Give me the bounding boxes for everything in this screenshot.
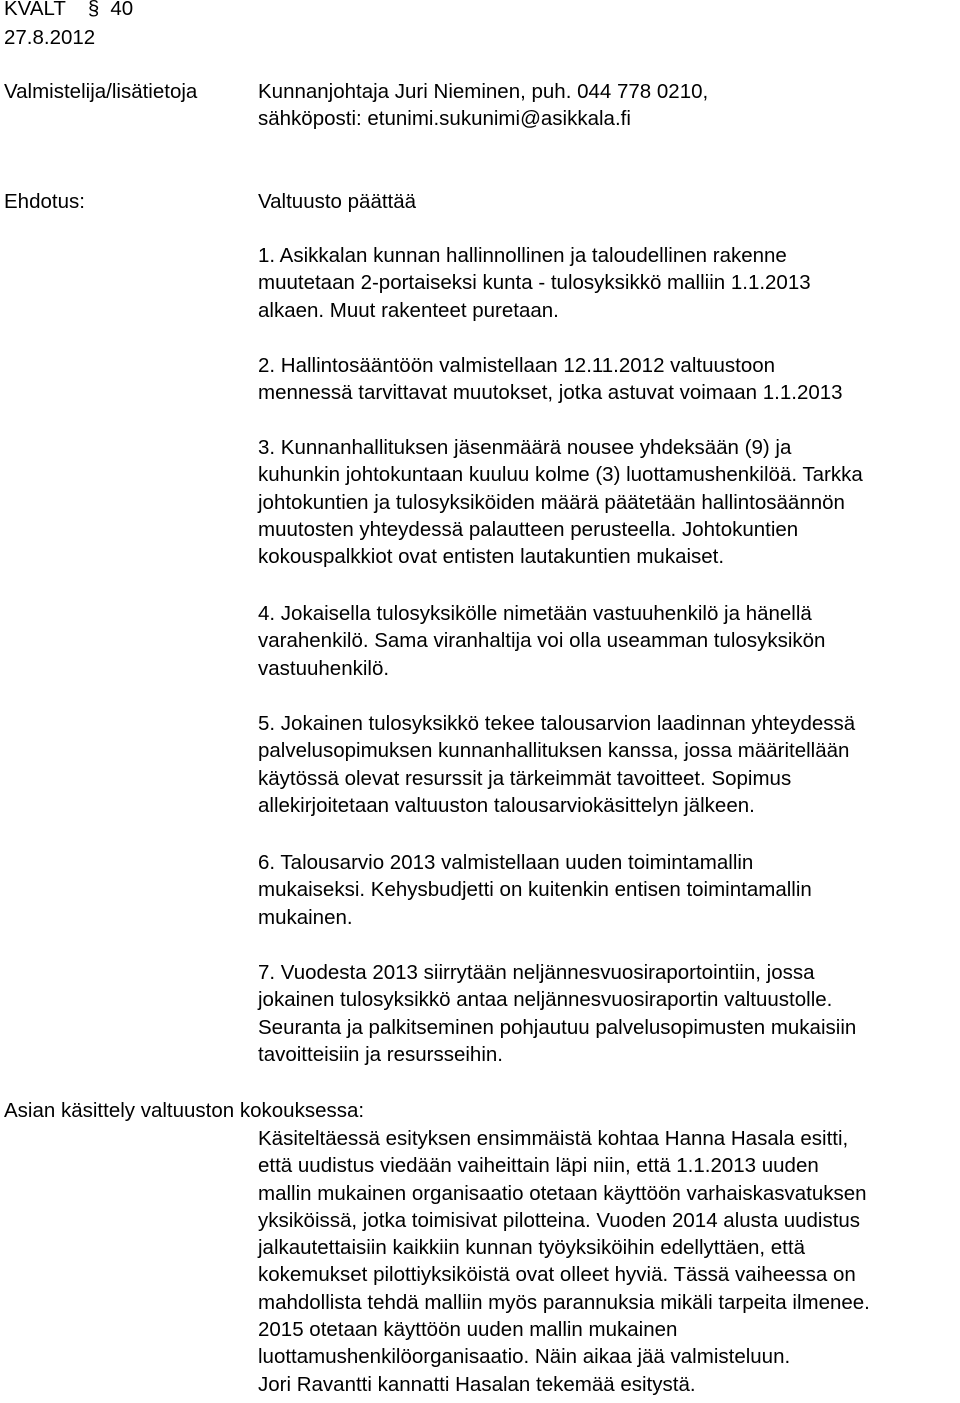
- item-line: kokouspalkkiot ovat entisten lautakuntien mukaiset.: [258, 545, 725, 569]
- minutes-line: mallin mukainen organisaatio otetaan käyttöön varhaiskasvatuksen: [258, 1181, 867, 1205]
- item-line: tavoitteisiin ja resursseihin.: [258, 1042, 503, 1066]
- item-line: alkaen. Muut rakenteet puretaan.: [258, 298, 559, 322]
- minutes-line: että uudistus viedään vaiheittain läpi niin, että 1.1.2013 uuden: [258, 1154, 819, 1178]
- item-line: 6. Talousarvio 2013 valmistellaan uuden toimintamallin: [258, 851, 754, 874]
- section-number: 40: [110, 0, 134, 20]
- item-line: käytössä olevat resurssit ja tärkeimmät tavoitteet. Sopimus: [258, 766, 792, 790]
- minutes-line: kokemukset pilottiyksiköistä ovat olleet hyviä. Tässä vaiheessa on: [258, 1263, 856, 1287]
- proposal-label: Ehdotus:: [4, 190, 85, 213]
- item-line: allekirjoitetaan valtuuston talousarviokäsittelyn jälkeen.: [258, 793, 755, 817]
- item-line: Seuranta ja palkitseminen pohjautuu palvelusopimusten mukaisiin: [258, 1015, 857, 1039]
- org-code: KVALT: [4, 0, 66, 20]
- item-line: kuhunkin johtokuntaan kuuluu kolme (3) luottamushenkilöä. Tarkka: [258, 463, 863, 487]
- proposal-item-2: [258, 352, 958, 407]
- item-line: 7. Vuodesta 2013 siirrytään neljännesvuosiraportointiin, jossa: [258, 961, 815, 984]
- proposal-item-5: [258, 710, 958, 819]
- preparer-line: Kunnanjohtaja Juri Nieminen, puh. 044 778 0210,: [258, 80, 709, 103]
- item-line: 5. Jokainen tulosyksikkö tekee talousarvion laadinnan yhteydessä: [258, 712, 856, 735]
- item-line: mukaiseksi. Kehysbudjetti on kuitenkin entisen toimintamallin: [258, 878, 812, 902]
- item-line: 1. Asikkalan kunnan hallinnollinen ja taloudellinen rakenne: [258, 244, 787, 267]
- item-line: johtokuntien ja tulosyksiköiden määrä päätetään hallintosäännön: [258, 490, 845, 514]
- header-org-line: [4, 0, 133, 23]
- proposal-item-3: [258, 434, 958, 570]
- minutes-line: mahdollista tehdä malliin myös parannuksia mikäli tarpeita ilmenee.: [258, 1290, 870, 1314]
- minutes-line: luottamushenkilöorganisaatio. Näin aikaa jää valmisteluun.: [258, 1345, 791, 1369]
- council-label: Asian käsittely valtuuston kokouksessa:: [4, 1099, 365, 1122]
- minutes-line: 2015 otetaan käyttöön uuden mallin mukainen: [258, 1318, 678, 1342]
- section-symbol: §: [87, 0, 100, 20]
- preparer-label: Valmistelija/lisätietoja: [4, 80, 198, 103]
- item-line: 3. Kunnanhallituksen jäsenmäärä nousee yhdeksään (9) ja: [258, 436, 792, 459]
- item-line: jokainen tulosyksikkö antaa neljännesvuosiraportin valtuustolle.: [258, 988, 833, 1012]
- item-line: varahenkilö. Sama viranhaltija voi olla useamman tulosyksikön: [258, 629, 826, 653]
- proposal-item-7: [258, 959, 958, 1068]
- proposal-item-6: [258, 849, 958, 931]
- item-line: palvelusopimuksen kunnanhallituksen kanssa, jossa määritellään: [258, 739, 850, 763]
- council-minutes: [258, 1125, 958, 1398]
- minutes-line: yksiköissä, jotka toimisivat pilotteina. Vuoden 2014 alusta uudistus: [258, 1208, 861, 1232]
- minutes-line: Käsiteltäessä esityksen ensimmäistä kohtaa Hanna Hasala esitti,: [258, 1127, 849, 1150]
- item-line: muutosten yhteydessä palautteen perusteella. Johtokuntien: [258, 517, 799, 541]
- item-line: mennessä tarvittavat muutokset, jotka astuvat voimaan 1.1.2013: [258, 381, 843, 405]
- meeting-date: 27.8.2012: [4, 26, 96, 49]
- preparer-contact: [258, 78, 958, 133]
- proposal-item-4: [258, 600, 958, 682]
- minutes-line: jalkautettaisiin kaikkiin kunnan työyksiköihin edellyttäen, että: [258, 1236, 805, 1260]
- minutes-line: Jori Ravantti kannatti Hasalan tekemää esitystä.: [258, 1372, 696, 1396]
- item-line: 2. Hallintosääntöön valmistellaan 12.11.2012 valtuustoon: [258, 354, 776, 377]
- proposal-item-1: [258, 242, 958, 324]
- item-line: muutetaan 2-portaiseksi kunta - tulosyksikkö malliin 1.1.2013: [258, 271, 811, 295]
- item-line: vastuuhenkilö.: [258, 656, 390, 680]
- item-line: 4. Jokaisella tulosyksikölle nimetään vastuuhenkilö ja hänellä: [258, 602, 812, 625]
- page-header: [4, 0, 133, 52]
- preparer-line: sähköposti: etunimi.sukunimi@asikkala.fi: [258, 107, 631, 131]
- item-line: mukainen.: [258, 905, 353, 929]
- proposal-intro: Valtuusto päättää: [258, 190, 417, 213]
